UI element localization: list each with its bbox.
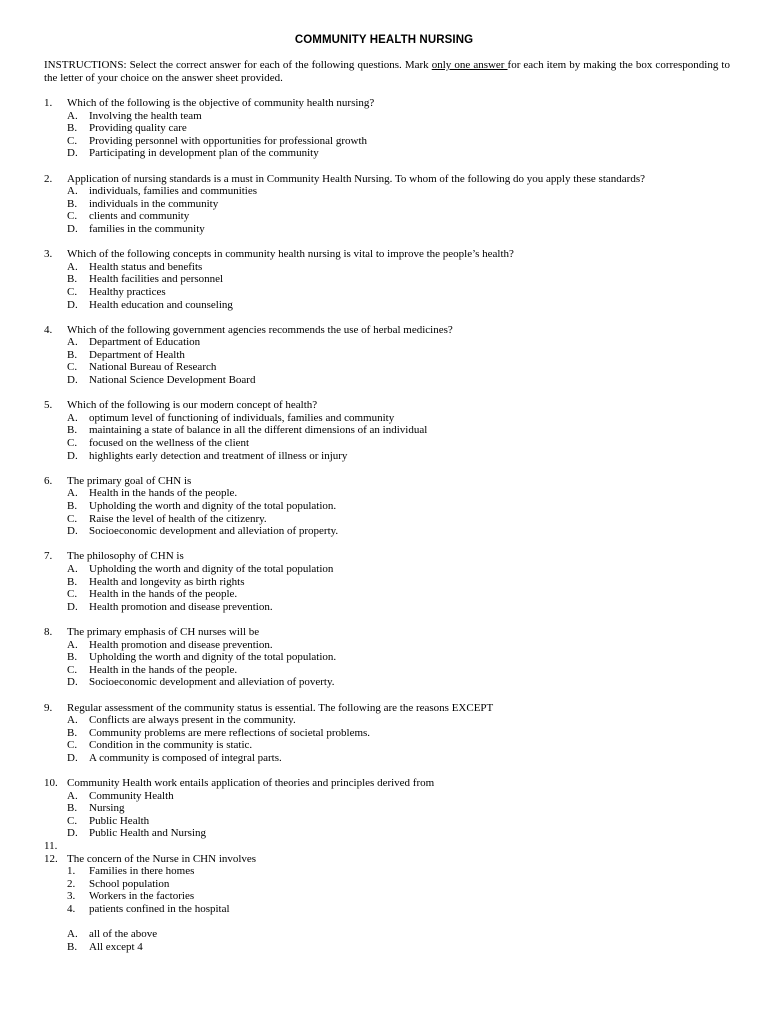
answer-option [0,437,768,450]
spacer [0,916,768,929]
option-text: focused on the wellness of the client [89,437,250,450]
option-letter: B. [67,197,78,210]
option-letter: A. [67,789,78,802]
option-text: National Science Development Board [89,374,256,387]
answer-option [0,928,768,941]
answer-option [0,639,768,652]
option-letter: C. [67,739,78,752]
option-letter: A. [67,185,78,198]
option-letter: A. [67,109,78,122]
option-letter: C. [67,437,78,450]
option-letter: B. [67,500,78,512]
option-text: Health in the hands of the people. [89,487,238,500]
option-text: Health in the hands of the people. [89,588,238,601]
question-number: 10. [44,777,58,790]
option-letter: D. [67,525,78,538]
instructions-text-start: INSTRUCTIONS: Select the correct answer for each of the following questions. Mark [44,59,432,71]
answer-option [0,815,768,828]
question-stem: Which of the following concepts in community health nursing is vital to improve the people’s health? [67,248,514,261]
answer-option [0,676,768,689]
answer-option [0,349,768,362]
question-stem: The primary emphasis of CH nurses will be [67,625,260,638]
option-letter: B. [67,348,78,361]
answer-option [0,739,768,752]
question-3 [0,248,768,311]
answer-option [0,122,768,135]
question-stem: Community Health work entails application of theories and principles derived from [67,777,435,790]
option-text: Health status and benefits [89,260,203,273]
answer-option [0,714,768,727]
question-stem: Regular assessment of the community status is essential. The following are the reasons EXCEPT [67,701,494,714]
question-number: 1. [44,97,53,109]
option-letter: C. [67,512,78,525]
answer-option [0,374,768,387]
answer-option [0,790,768,803]
option-text: Upholding the worth and dignity of the total population. [89,500,337,512]
option-text: individuals, families and communities [89,185,258,198]
option-text: maintaining a state of balance in all the different dimensions of an individual [89,424,428,437]
question-number: 7. [44,550,53,563]
option-text: A community is composed of integral parts. [89,751,282,764]
option-letter: B. [67,122,78,135]
option-text: Involving the health team [89,109,202,122]
enumerated-item [0,878,768,891]
option-letter: C. [67,361,78,374]
instructions-text-end: for each item by making the box corresponding to the letter of your choice on the answer sheet provided. [44,59,730,84]
item-text: Workers in the factories [89,890,195,903]
option-letter: A. [67,411,78,424]
option-text: all of the above [89,928,158,941]
option-letter: B. [67,575,78,588]
item-number: 1. [67,865,76,878]
option-text: Participating in development plan of the community [89,147,319,160]
answer-option [0,487,768,500]
item-text: Families in there homes [89,865,195,878]
option-letter: C. [67,588,78,601]
option-text: Nursing [89,802,125,815]
question-number: 5. [44,399,53,412]
answer-option [0,727,768,740]
answer-option [0,147,768,160]
option-text: Condition in the community is static. [89,739,253,752]
option-text: optimum level of functioning of individuals, families and community [89,411,395,424]
option-text: Socioeconomic development and alleviation of property. [89,525,339,538]
option-text: individuals in the community [89,197,219,210]
option-text: Public Health and Nursing [89,827,207,840]
option-text: Raise the level of health of the citizenry. [89,512,267,525]
answer-option [0,286,768,299]
option-text: Health education and counseling [89,298,233,311]
enumerated-item [0,903,768,916]
option-letter: B. [67,940,78,953]
option-letter: C. [67,663,78,676]
answer-option [0,500,768,513]
option-letter: A. [67,928,78,941]
answer-option [0,261,768,274]
question-list [0,97,768,966]
question-stem: The philosophy of CHN is [67,550,184,563]
question-number: 9. [44,701,53,714]
question-stem: Which of the following is the objective of community health nursing? [67,97,375,109]
option-text: Health and longevity as birth rights [89,575,245,588]
option-letter: C. [67,814,78,827]
question-stem: Application of nursing standards is a must in Community Health Nursing. To whom of the following do you apply these standards? [67,172,645,185]
option-letter: A. [67,562,78,575]
option-letter: D. [67,374,78,387]
option-text: Upholding the worth and dignity of the total population [89,562,334,575]
answer-option [0,601,768,614]
question-number: 11. [44,840,58,853]
option-text: Healthy practices [89,285,166,298]
question-9 [0,702,768,765]
option-text: Health in the hands of the people. [89,663,238,676]
option-text: families in the community [89,222,205,235]
option-text: All except 4 [89,940,143,953]
question-5 [0,399,768,462]
question-number: 4. [44,323,53,336]
question-12 [0,853,768,954]
answer-option [0,135,768,148]
item-number: 2. [67,877,76,890]
option-letter: D. [67,298,78,311]
answer-option [0,198,768,211]
option-letter: B. [67,726,78,739]
option-letter: A. [67,336,78,349]
document-title: COMMUNITY HEALTH NURSING [294,34,474,46]
question-stem: The concern of the Nurse in CHN involves [67,852,257,865]
option-text: Providing quality care [89,122,187,135]
option-letter: A. [67,714,78,727]
option-text: Department of Education [89,336,201,349]
answer-option [0,651,768,664]
option-text: Health promotion and disease prevention. [89,638,273,651]
option-letter: D. [67,449,78,462]
option-letter: D. [67,827,78,840]
question-number: 12. [44,852,58,865]
answer-option [0,752,768,765]
option-text: Public Health [89,814,150,827]
instructions-underlined: only one answer [431,59,508,71]
item-number: 3. [67,890,76,903]
question-number: 2. [44,172,53,185]
answer-option [0,299,768,312]
question-stem: The primary goal of CHN is [67,474,192,487]
answer-option [0,223,768,236]
option-letter: D. [67,676,78,689]
question-11 [0,840,768,853]
answer-option [0,563,768,576]
answer-option [0,110,768,123]
option-letter: C. [67,285,78,298]
question-10 [0,777,768,840]
answer-option [0,576,768,589]
question-4 [0,324,768,387]
option-letter: A. [67,638,78,651]
answer-option [0,450,768,463]
question-7 [0,550,768,613]
option-letter: B. [67,273,78,286]
option-text: Health facilities and personnel [89,273,224,286]
answer-option [0,513,768,526]
question-stem: Which of the following is our modern concept of health? [67,399,318,412]
option-text: Community problems are mere reflections of societal problems. [89,726,371,739]
option-letter: D. [67,751,78,764]
option-letter: B. [67,651,78,664]
option-letter: C. [67,210,78,223]
answer-option [0,525,768,538]
answer-option [0,941,768,954]
option-text: National Bureau of Research [89,361,217,374]
option-text: highlights early detection and treatment of illness or injury [89,449,348,462]
answer-option [0,185,768,198]
answer-option [0,588,768,601]
option-text: Upholding the worth and dignity of the total population. [89,651,337,664]
question-8 [0,626,768,689]
option-text: Department of Health [89,348,185,361]
question-number: 3. [44,248,53,261]
answer-option [0,336,768,349]
answer-option [0,827,768,840]
question-number: 6. [44,474,53,487]
question-6 [0,475,768,538]
item-number: 4. [67,903,76,915]
option-text: Conflicts are always present in the community. [89,714,296,727]
item-text: patients confined in the hospital [89,903,230,915]
answer-option [0,412,768,425]
option-letter: D. [67,222,78,235]
enumerated-item [0,865,768,878]
option-letter: B. [67,424,78,437]
question-stem: Which of the following government agencies recommends the use of herbal medicines? [67,323,453,336]
answer-option [0,802,768,815]
option-text: Health promotion and disease prevention. [89,600,273,613]
option-letter: A. [67,260,78,273]
question-number: 8. [44,625,53,638]
option-text: Socioeconomic development and alleviation of poverty. [89,676,335,689]
answer-option [0,273,768,286]
answer-option [0,424,768,437]
option-text: clients and community [89,210,190,223]
answer-option [0,210,768,223]
question-2 [0,173,768,236]
option-text: Community Health [89,789,174,802]
option-letter: C. [67,134,78,147]
instructions [44,59,730,84]
option-letter: D. [67,600,78,613]
enumerated-item [0,890,768,903]
option-letter: D. [67,147,78,160]
question-1 [0,97,768,160]
option-letter: A. [67,487,78,500]
item-text: School population [89,877,170,890]
option-text: Providing personnel with opportunities for professional growth [89,134,368,147]
option-letter: B. [67,802,78,815]
answer-option [0,664,768,677]
answer-option [0,361,768,374]
